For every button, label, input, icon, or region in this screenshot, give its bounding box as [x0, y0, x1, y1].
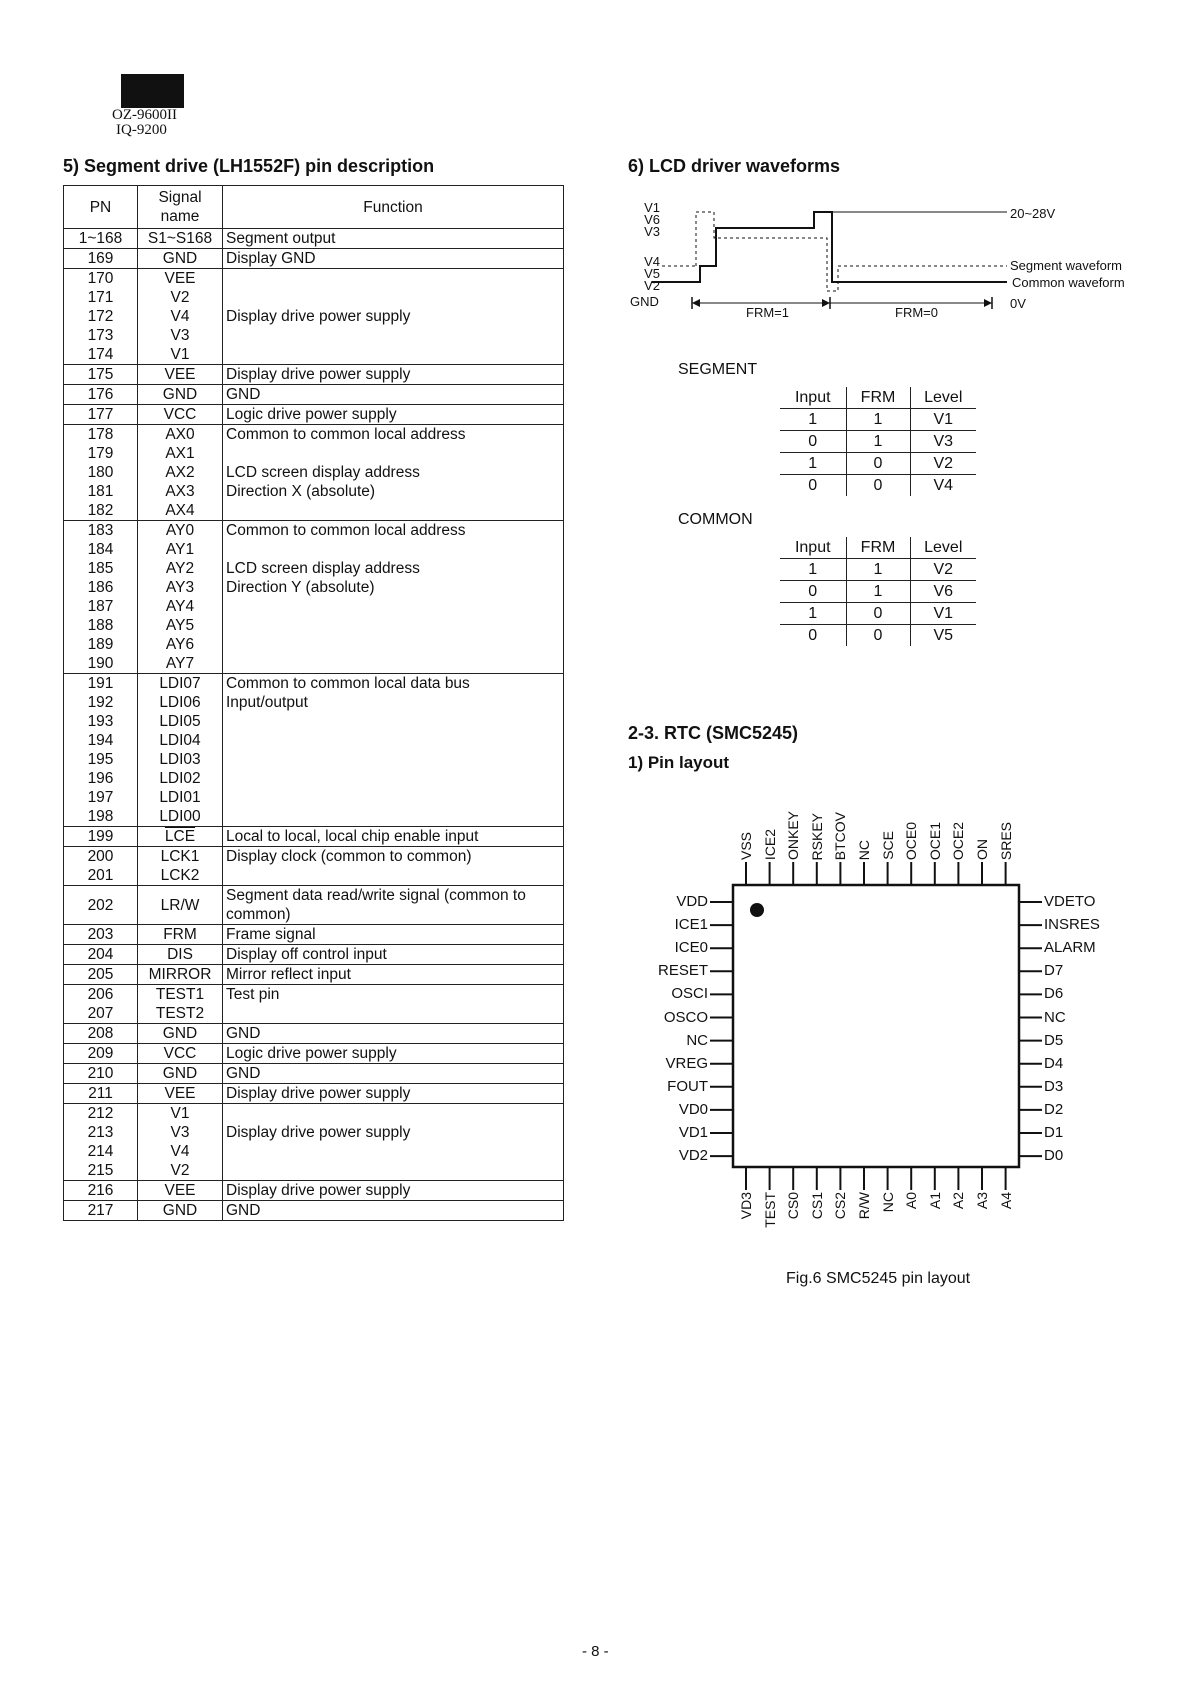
pn-cell: 177	[64, 405, 138, 425]
pn-cell: 200 201	[64, 847, 138, 886]
common-level-cell: 0	[780, 625, 846, 647]
table-row	[64, 1104, 564, 1181]
table-row	[64, 886, 564, 925]
segment-header-cell: Level	[910, 387, 976, 409]
top-pin-label: ON	[974, 839, 990, 860]
segment-header-row	[780, 387, 976, 409]
bottom-pin-label: CS0	[785, 1192, 802, 1220]
function-cell: Common to common local address LCD screen display address Direction Y (absolute)	[223, 521, 564, 674]
signal-cell: DIS	[138, 945, 223, 965]
function-cell: Display drive power supply	[223, 1181, 564, 1201]
right-pin-label: D5	[1044, 1031, 1064, 1049]
common-level-cell: V5	[910, 625, 976, 647]
signal-cell: GND	[138, 249, 223, 269]
header-function: Function	[223, 186, 564, 229]
segment-level-row	[780, 475, 976, 497]
table-row	[64, 674, 564, 827]
table-row	[64, 1044, 564, 1064]
common-level-cell: V1	[910, 603, 976, 625]
top-pin-label: BTCOV	[832, 811, 849, 860]
common-level-cell: 1	[846, 581, 910, 603]
left-pin-label: NC	[686, 1031, 708, 1049]
function-cell: GND	[223, 1024, 564, 1044]
label-frm1: FRM=1	[746, 305, 789, 320]
top-pin-label: OCE1	[926, 821, 943, 860]
pn-cell: 175	[64, 365, 138, 385]
pn-cell: 206 207	[64, 985, 138, 1024]
segment-level-row	[780, 431, 976, 453]
common-level-cell: V2	[910, 559, 976, 581]
function-cell: Display drive power supply	[223, 1084, 564, 1104]
table-row	[64, 985, 564, 1024]
brand-logo	[121, 74, 184, 108]
section6-title: 6) LCD driver waveforms	[628, 156, 841, 176]
segment-level-cell: V2	[910, 453, 976, 475]
left-pin-label: ICE1	[674, 916, 708, 934]
label-v2: V2	[644, 278, 660, 293]
segment-level-cell: 1	[846, 409, 910, 431]
top-pin-label: SCE	[879, 831, 896, 860]
pn-cell: 170 171 172 173 174	[64, 269, 138, 365]
bottom-pin-label: R/W	[856, 1192, 872, 1220]
function-cell: Common to common local address LCD screen display address Direction X (absolute)	[223, 425, 564, 521]
signal-cell: GND	[138, 1064, 223, 1084]
arrow-mid	[822, 299, 830, 307]
segment-level-cell: V1	[910, 409, 976, 431]
waveform-voltage-labels	[638, 202, 660, 238]
common-level-row	[780, 559, 976, 581]
pn-cell: 1~168	[64, 229, 138, 249]
label-voltage: 20~28V	[1010, 206, 1056, 221]
common-level-row	[780, 581, 976, 603]
section5-title: 5) Segment drive (LH1552F) pin description	[63, 156, 435, 176]
pn-cell: 212 213 214 215	[64, 1104, 138, 1181]
right-pin-label: D0	[1044, 1147, 1064, 1165]
label-v5: V5	[644, 266, 660, 281]
common-header-cell: FRM	[846, 537, 910, 559]
arrow-right	[984, 299, 992, 307]
bottom-pin-label: A1	[926, 1192, 943, 1210]
pn-cell: 199	[64, 827, 138, 847]
table-row	[64, 521, 564, 674]
segment-level-cell: 1	[780, 409, 846, 431]
pin-description-table	[63, 185, 564, 1221]
label-segment-waveform: Segment waveform	[1010, 258, 1122, 273]
table-row	[64, 1024, 564, 1044]
function-cell: GND	[223, 1064, 564, 1084]
segment-header-cell: FRM	[846, 387, 910, 409]
pn-cell: 211	[64, 1084, 138, 1104]
pn-cell: 208	[64, 1024, 138, 1044]
function-cell: Segment output	[223, 229, 564, 249]
function-cell: Segment data read/write signal (common to common)	[223, 886, 564, 925]
rtc-title: 2-3. RTC (SMC5245)	[628, 723, 799, 743]
signal-cell: VEE V2 V4 V3 V1	[138, 269, 223, 365]
top-pin-label: SRES	[997, 821, 1014, 860]
pn-cell: 204	[64, 945, 138, 965]
table-header-row	[64, 186, 564, 229]
segment-level-cell: 1	[780, 453, 846, 475]
table-row	[64, 847, 564, 886]
function-cell: GND	[223, 385, 564, 405]
right-pin-label: NC	[1044, 1008, 1066, 1026]
pn-cell: 191 192 193 194 195 196 197 198	[64, 674, 138, 827]
pn-cell: 178 179 180 181 182	[64, 425, 138, 521]
pn-cell: 209	[64, 1044, 138, 1064]
label-gnd: GND	[630, 294, 659, 309]
common-level-cell: V6	[910, 581, 976, 603]
bottom-pin-label: A0	[903, 1192, 920, 1210]
function-cell: GND	[223, 1201, 564, 1221]
signal-cell: TEST1 TEST2	[138, 985, 223, 1024]
top-pin-label: RSKEY	[808, 812, 825, 860]
table-row	[64, 385, 564, 405]
bottom-pin-label: A4	[997, 1192, 1014, 1210]
pn-cell: 183 184 185 186 187 188 189 190	[64, 521, 138, 674]
segment-level-table	[780, 387, 976, 496]
signal-cell: VEE	[138, 1181, 223, 1201]
right-pin-label: D1	[1044, 1124, 1064, 1141]
left-pin-label: VD1	[678, 1124, 708, 1141]
pn-cell: 202	[64, 886, 138, 925]
table-row	[64, 827, 564, 847]
signal-cell: MIRROR	[138, 965, 223, 985]
function-cell: Common to common local data bus Input/output	[223, 674, 564, 827]
function-cell: Mirror reflect input	[223, 965, 564, 985]
function-cell: Logic drive power supply	[223, 1044, 564, 1064]
signal-cell: GND	[138, 385, 223, 405]
common-header-cell: Input	[794, 539, 831, 556]
label-frm0: FRM=0	[895, 305, 938, 320]
common-level-cell: 0	[780, 581, 846, 603]
waveform-voltage-labels-lower	[638, 256, 660, 292]
bottom-pin-label: NC	[879, 1192, 896, 1213]
signal-cell: V1 V3 V4 V2	[138, 1104, 223, 1181]
top-pin-label: NC	[856, 839, 872, 860]
pn-cell: 216	[64, 1181, 138, 1201]
table-row	[64, 965, 564, 985]
common-waveform	[652, 212, 1007, 282]
table-row	[64, 1201, 564, 1221]
signal-cell: GND	[138, 1024, 223, 1044]
common-level-cell: 0	[846, 625, 910, 647]
right-pin-label: VDETO	[1044, 893, 1096, 910]
bottom-pin-label: A3	[974, 1192, 990, 1210]
bottom-pin-label: VD3	[738, 1192, 754, 1220]
function-cell: Display drive power supply	[223, 1104, 564, 1181]
signal-cell: LR/W	[138, 886, 223, 925]
segment-waveform	[696, 212, 1007, 291]
right-pin-label: INSRES	[1044, 916, 1100, 934]
common-level-row	[780, 603, 976, 625]
bottom-pin-label: CS2	[832, 1192, 849, 1220]
function-cell: Local to local, local chip enable input	[223, 827, 564, 847]
top-pin-label: VSS	[738, 831, 754, 860]
function-cell: Display drive power supply	[223, 365, 564, 385]
bottom-pin-label: TEST	[761, 1192, 778, 1228]
model-line-1: OZ-9600II	[112, 107, 177, 123]
pn-cell: 210	[64, 1064, 138, 1084]
segment-level-row	[780, 409, 976, 431]
common-level-table	[780, 537, 976, 646]
common-label: COMMON	[678, 511, 753, 528]
function-cell: Logic drive power supply	[223, 405, 564, 425]
segment-label: SEGMENT	[678, 361, 758, 378]
signal-cell: AX0 AX1 AX2 AX3 AX4	[138, 425, 223, 521]
segment-level-cell: V3	[910, 431, 976, 453]
segment-level-cell: 0	[780, 431, 846, 453]
left-pin-label: FOUT	[667, 1077, 708, 1095]
label-v4: V4	[644, 254, 660, 269]
table-row	[64, 925, 564, 945]
segment-level-cell: 0	[780, 475, 846, 497]
function-cell: Test pin	[223, 985, 564, 1024]
pn-cell: 205	[64, 965, 138, 985]
table-row	[64, 1181, 564, 1201]
header-pn: PN	[64, 186, 138, 229]
bottom-pin-label: CS1	[808, 1192, 825, 1220]
table-row	[64, 249, 564, 269]
rtc-caption: Fig.6 SMC5245 pin layout	[786, 1270, 971, 1287]
common-level-cell: 1	[846, 559, 910, 581]
left-pin-label: VDD	[676, 893, 708, 910]
signal-cell: VCC	[138, 405, 223, 425]
top-pin-label: ICE2	[761, 828, 778, 860]
table-row	[64, 945, 564, 965]
signal-cell: VEE	[138, 1084, 223, 1104]
segment-level-cell: 0	[846, 453, 910, 475]
pn-cell: 176	[64, 385, 138, 405]
arrow-left	[692, 299, 700, 307]
pn-cell: 203	[64, 925, 138, 945]
common-header-row	[780, 537, 976, 559]
pn-cell: 169	[64, 249, 138, 269]
page-number: - 8 -	[582, 1643, 609, 1660]
label-v3: V3	[644, 224, 660, 239]
signal-cell: VEE	[138, 365, 223, 385]
function-cell: Display GND	[223, 249, 564, 269]
pin1-marker	[750, 903, 764, 917]
rtc-chip-body	[733, 885, 1019, 1167]
top-pin-label: ONKEY	[785, 810, 802, 860]
common-level-cell: 1	[780, 603, 846, 625]
left-pin-label: OSCO	[663, 1008, 708, 1026]
segment-level-cell: 0	[846, 475, 910, 497]
table-row	[64, 269, 564, 365]
signal-cell: GND	[138, 1201, 223, 1221]
function-cell: Display drive power supply	[223, 269, 564, 365]
signal-cell: AY0 AY1 AY2 AY3 AY4 AY5 AY6 AY7	[138, 521, 223, 674]
pn-cell: 217	[64, 1201, 138, 1221]
label-common-waveform: Common waveform	[1012, 275, 1125, 290]
table-row	[64, 365, 564, 385]
right-pin-label: D4	[1044, 1054, 1064, 1072]
right-pin-label: D7	[1044, 962, 1064, 980]
rtc-subtitle: 1) Pin layout	[628, 753, 730, 772]
table-row	[64, 405, 564, 425]
table-row	[64, 1064, 564, 1084]
right-pin-label: D6	[1044, 985, 1064, 1003]
function-cell: Display off control input	[223, 945, 564, 965]
table-row	[64, 425, 564, 521]
signal-cell: LCK1 LCK2	[138, 847, 223, 886]
common-level-cell: 1	[780, 559, 846, 581]
function-cell: Display clock (common to common)	[223, 847, 564, 886]
right-pin-label: D2	[1044, 1100, 1064, 1118]
common-header-cell: Level	[910, 537, 976, 559]
left-pin-label: VD0	[678, 1100, 708, 1118]
right-pin-label: ALARM	[1044, 939, 1096, 957]
segment-level-cell: V4	[910, 475, 976, 497]
bottom-pin-label: A2	[950, 1192, 967, 1210]
signal-cell: VCC	[138, 1044, 223, 1064]
left-pin-label: VREG	[665, 1054, 708, 1072]
signal-cell: FRM	[138, 925, 223, 945]
label-0v: 0V	[1010, 296, 1026, 311]
right-pin-label: D3	[1044, 1077, 1064, 1095]
top-pin-label: OCE2	[950, 821, 967, 860]
segment-level-cell: 1	[846, 431, 910, 453]
signal-cell: S1~S168	[138, 229, 223, 249]
segment-level-row	[780, 453, 976, 475]
table-row	[64, 229, 564, 249]
left-pin-label: OSCI	[671, 985, 708, 1003]
signal-cell: $\overline{LCE}$	[138, 827, 223, 847]
left-pin-label: ICE0	[674, 939, 708, 957]
common-level-row	[780, 625, 976, 647]
segment-header-cell: Input	[794, 389, 831, 406]
function-cell: Frame signal	[223, 925, 564, 945]
left-pin-label: RESET	[657, 962, 708, 980]
table-row	[64, 1084, 564, 1104]
common-level-cell: 0	[846, 603, 910, 625]
model-line-2: IQ-9200	[116, 122, 167, 138]
label-v6: V6	[644, 212, 660, 227]
signal-cell: LDI07 LDI06 LDI05 LDI04 LDI03 LDI02 LDI01 LDI00	[138, 674, 223, 827]
top-pin-label: OCE0	[903, 821, 920, 860]
header-signal: Signal name	[138, 186, 223, 229]
label-v1: V1	[644, 200, 660, 215]
left-pin-label: VD2	[678, 1147, 708, 1165]
